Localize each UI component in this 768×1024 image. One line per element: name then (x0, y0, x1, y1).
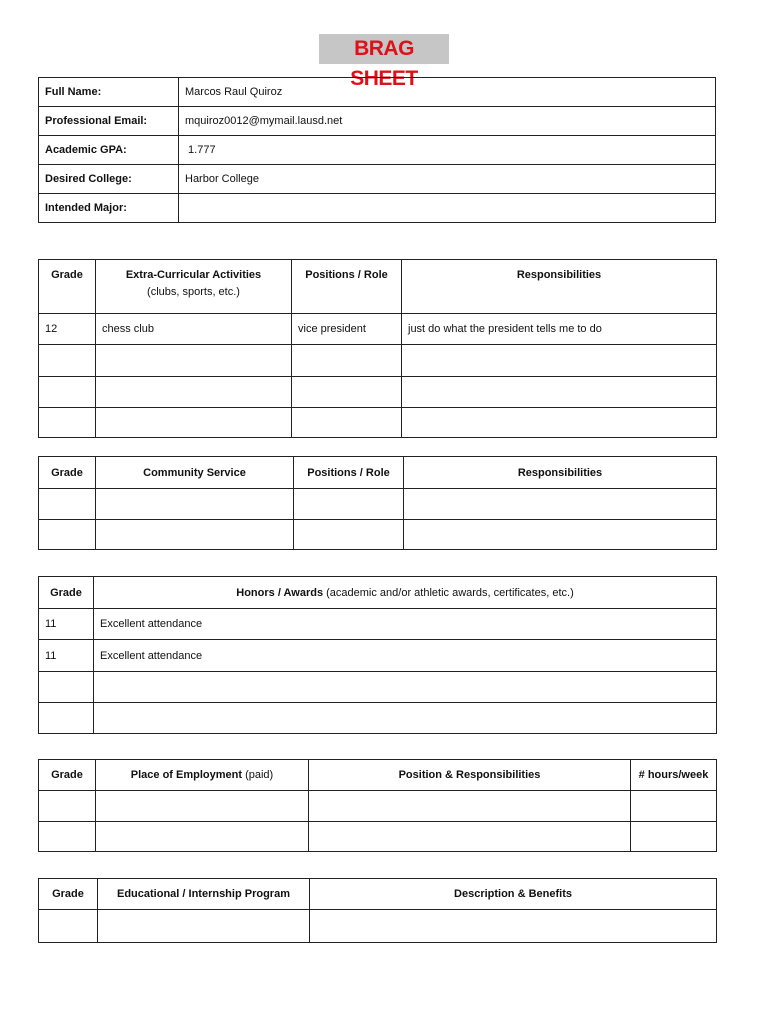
header-label: Responsibilities (517, 466, 603, 479)
column-header (310, 879, 717, 910)
header-label: Position & Responsibilities (398, 769, 541, 781)
table-cell[interactable] (404, 520, 717, 550)
column-header (309, 760, 631, 791)
educational-internship-table (38, 878, 717, 943)
table-cell[interactable] (309, 791, 631, 822)
column-header (39, 260, 96, 314)
table-cell[interactable] (294, 489, 404, 520)
table-cell[interactable] (39, 822, 96, 852)
community-service-table (38, 456, 717, 550)
info-value-field[interactable]: mquiroz0012@mymail.lausd.net (179, 107, 716, 136)
page-title: BRAG SHEET (319, 34, 449, 64)
header-row (39, 457, 717, 489)
column-header (294, 457, 404, 489)
table-row (39, 910, 717, 943)
table-row (39, 408, 717, 438)
header-label: Positions / Role (307, 466, 390, 479)
table-cell[interactable]: Excellent attendance (94, 640, 717, 672)
header-row (39, 577, 717, 609)
table-cell[interactable] (294, 520, 404, 550)
info-value-field[interactable]: Harbor College (179, 165, 716, 194)
table-cell[interactable] (96, 377, 292, 408)
info-value-field[interactable] (179, 194, 716, 223)
column-header (404, 457, 717, 489)
table-row (39, 703, 717, 734)
info-row (39, 136, 716, 165)
header-label: Place of Employment (130, 769, 243, 781)
info-label: Professional Email: (39, 107, 179, 136)
table-cell[interactable] (309, 822, 631, 852)
info-row (39, 78, 716, 107)
header-sublabel: (clubs, sports, etc.) (147, 286, 240, 298)
table-cell[interactable] (39, 672, 94, 703)
table-cell[interactable] (94, 703, 717, 734)
column-header (39, 879, 98, 910)
table-cell[interactable] (292, 408, 402, 438)
table-cell[interactable]: Excellent attendance (94, 609, 717, 640)
header-label: Grade (51, 466, 83, 479)
table-row (39, 609, 717, 640)
header-row (39, 760, 717, 791)
header-row (39, 260, 717, 314)
header-label: Responsibilities (516, 269, 602, 281)
header-label: Honors / Awards (236, 586, 324, 599)
table-cell[interactable] (94, 672, 717, 703)
header-sublabel: (paid) (245, 769, 274, 781)
table-cell[interactable] (96, 345, 292, 377)
info-value-field[interactable]: Marcos Raul Quiroz (179, 78, 716, 107)
info-label: Full Name: (39, 78, 179, 107)
table-cell[interactable] (39, 345, 96, 377)
table-cell[interactable] (96, 489, 294, 520)
info-row (39, 165, 716, 194)
table-cell[interactable] (98, 910, 310, 943)
header-label: Description & Benefits (454, 888, 572, 900)
employment-table (38, 759, 717, 852)
table-cell[interactable] (310, 910, 717, 943)
table-cell[interactable] (96, 791, 309, 822)
column-header (96, 457, 294, 489)
table-cell[interactable]: just do what the president tells me to do (402, 314, 717, 345)
header-label: # hours/week (638, 769, 709, 781)
column-header (292, 260, 402, 314)
header-label: Educational / Internship Program (117, 888, 290, 900)
table-cell[interactable] (402, 377, 717, 408)
table-row (39, 377, 717, 408)
header-label: Grade (51, 269, 83, 281)
table-row (39, 520, 717, 550)
extracurricular-table (38, 259, 717, 438)
info-row (39, 107, 716, 136)
student-info-table (38, 77, 716, 223)
honors-awards-table (38, 576, 717, 734)
column-header (96, 260, 292, 314)
header-label: Positions / Role (305, 269, 388, 281)
column-header (631, 760, 717, 791)
table-cell[interactable] (402, 345, 717, 377)
info-label: Desired College: (39, 165, 179, 194)
table-row (39, 314, 717, 345)
column-header (39, 760, 96, 791)
header-label: Grade (52, 888, 84, 900)
table-row (39, 489, 717, 520)
table-cell[interactable] (292, 345, 402, 377)
column-header (39, 457, 96, 489)
column-header (94, 577, 717, 609)
table-row (39, 791, 717, 822)
table-cell[interactable] (96, 408, 292, 438)
header-label: Community Service (143, 466, 246, 479)
table-cell[interactable] (39, 703, 94, 734)
table-cell[interactable] (96, 520, 294, 550)
table-row (39, 822, 717, 852)
table-row (39, 640, 717, 672)
table-cell[interactable] (39, 520, 96, 550)
info-value-field[interactable]: 1.777 (179, 136, 716, 165)
column-header (39, 577, 94, 609)
column-header (98, 879, 310, 910)
info-label: Intended Major: (39, 194, 179, 223)
info-row (39, 194, 716, 223)
table-cell[interactable] (631, 822, 717, 852)
header-label: Extra-Curricular Activities (125, 269, 262, 281)
table-cell[interactable] (96, 822, 309, 852)
table-cell[interactable]: chess club (96, 314, 292, 345)
table-cell[interactable]: 12 (39, 314, 96, 345)
header-sublabel: (academic and/or athletic awards, certificates, etc.) (326, 586, 574, 599)
table-cell[interactable] (39, 910, 98, 943)
column-header (402, 260, 717, 314)
table-cell[interactable] (631, 791, 717, 822)
header-label: Grade (51, 769, 83, 781)
table-cell[interactable] (404, 489, 717, 520)
table-cell[interactable] (402, 408, 717, 438)
table-cell[interactable] (292, 377, 402, 408)
table-cell[interactable] (39, 377, 96, 408)
header-row (39, 879, 717, 910)
table-cell[interactable] (39, 791, 96, 822)
table-cell[interactable]: 11 (39, 609, 94, 640)
info-label: Academic GPA: (39, 136, 179, 165)
table-cell[interactable]: vice president (292, 314, 402, 345)
table-cell[interactable] (39, 408, 96, 438)
column-header (96, 760, 309, 791)
table-cell[interactable] (39, 489, 96, 520)
table-cell[interactable]: 11 (39, 640, 94, 672)
table-row (39, 672, 717, 703)
header-label: Grade (50, 586, 82, 599)
table-row (39, 345, 717, 377)
